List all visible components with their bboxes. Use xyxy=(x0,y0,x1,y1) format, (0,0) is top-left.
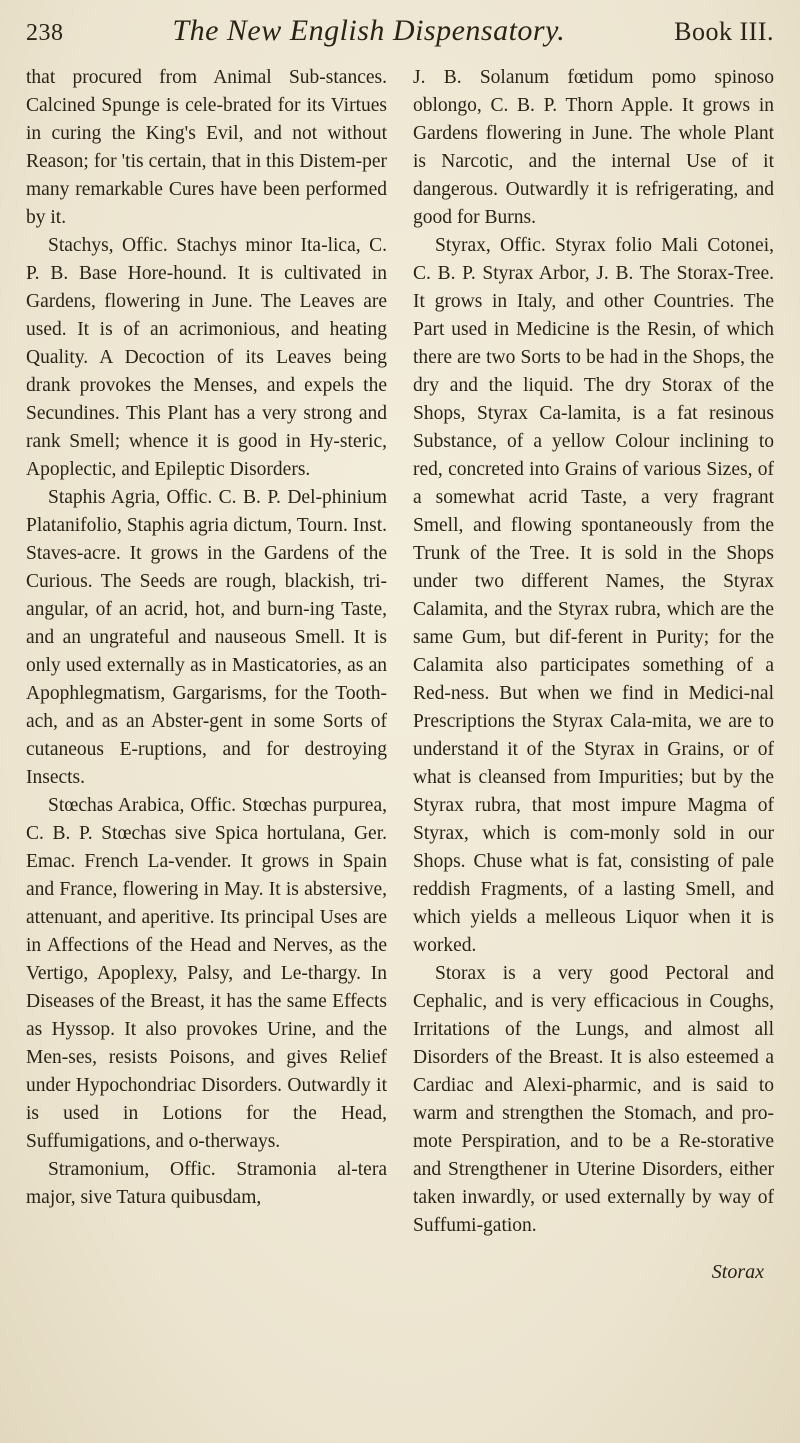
paragraph: Stachys, Offic. Stachys minor Ita-lica, C. P. B. Base Hore-hound. It is cultivated in Gardens, flowering in June. The Leaves are used. It is of an acrimonious, and heating Quality. A Decoction of its Leaves being drank provokes the Menses, and expels the Secundines. This Plant has a very strong and rank Smell; whence it is good in Hy-steric, Apoplectic, and Epileptic Disorders. xyxy=(26,235,387,480)
running-title: The New English Dispensatory. xyxy=(172,14,566,47)
book-label: Book III. xyxy=(674,17,774,46)
text-columns xyxy=(26,64,774,1286)
paragraph: Stramonium, Offic. Stramonia al-tera major, sive Tatura quibusdam, xyxy=(26,1159,387,1208)
paragraph: Styrax, Offic. Styrax folio Mali Cotonei, C. B. P. Styrax Arbor, J. B. The Storax-Tree. It grows in Italy, and other Countries. The Part used in Medicine is the Resin, of which there are two Sorts to be had in the Shops, the dry and the liquid. The dry Storax of the Shops, Styrax Ca-lamita, is a fat resinous Substance, of a yellow Colour inclining to red, concreted into Grains of various Sizes, of a somewhat acrid Taste, a very fragrant Smell, and flowing spontaneously from the Trunk of the Tree. It is sold in the Shops under two different Names, the Styrax Calamita, and the Styrax rubra, which are the same Gum, but dif-ferent in Purity; for the Calamita also participates something of a Red-ness. But when we find in Medici-nal Prescriptions the Styrax Cala-mita, we are to understand it of the Styrax in Grains, or of what is cleansed from Impurities; but by the Styrax rubra, that most impure Magma of Styrax, which is com-monly sold in our Shops. Chuse what is fat, consisting of pale reddish Fragments, of a lasting Smell, and which yields a melleous Liquor when it is worked. xyxy=(413,235,774,956)
paragraph: Stœchas Arabica, Offic. Stœchas purpurea, C. B. P. Stœchas sive Spica hortulana, Ger. Emac. French La-vender. It grows in Spain and France, flowering in May. It is abstersive, attenuant, and aperitive. Its principal Uses are in Affections of the Head and Nerves, as the Vertigo, Apoplexy, Palsy, and Le-thargy. In Diseases of the Breast, it has the same Effects as Hyssop. It also provokes Urine, and the Men-ses, resists Poisons, and gives Relief under Hypochondriac Disorders. Outwardly it is used in Lotions for the Head, Suffumigations, and o-therways. xyxy=(26,795,387,1152)
paragraph: Staphis Agria, Offic. C. B. P. Del-phinium Platanifolio, Staphis agria dictum, Tourn. Inst. Staves-acre. It grows in the Gardens of the Curious. The Seeds are rough, blackish, tri-angular, of an acrid, hot, and burn-ing Taste, and an ungrateful and nauseous Smell. It is only used externally as in Masticatories, as an Apophlegmatism, Gargarisms, for the Tooth-ach, and as an Abster-gent in some Sorts of cutaneous E-ruptions, and for destroying Insects. xyxy=(26,487,387,788)
running-header xyxy=(26,14,774,58)
right-column xyxy=(413,64,774,1286)
paragraph: that procured from Animal Sub-stances. Calcined Spunge is cele-brated for its Virtues in curing the King's Evil, and not without Reason; for 'tis certain, that in this Distem-per many remarkable Cures have been performed by it. xyxy=(26,67,387,228)
paragraph: Storax is a very good Pectoral and Cephalic, and is very efficacious in Coughs, Irritations of the Lungs, and almost all Disorders of the Breast. It is also esteemed a Cardiac and Alexi-pharmic, and is said to warm and strengthen the Stomach, and pro-mote Perspiration, and to be a Re-storative and Strengthener in Uterine Disorders, either taken inwardly, or used externally by way of Suffumi-gation. xyxy=(413,963,774,1236)
page-number: 238 xyxy=(26,20,64,46)
left-column xyxy=(26,64,387,1286)
paragraph: J. B. Solanum fœtidum pomo spinoso oblongo, C. B. P. Thorn Apple. It grows in Gardens flowering in June. The whole Plant is Narcotic, and the internal Use of it dangerous. Outwardly it is refrigerating, and good for Burns. xyxy=(413,67,774,228)
catchword: Storax xyxy=(711,1261,764,1283)
